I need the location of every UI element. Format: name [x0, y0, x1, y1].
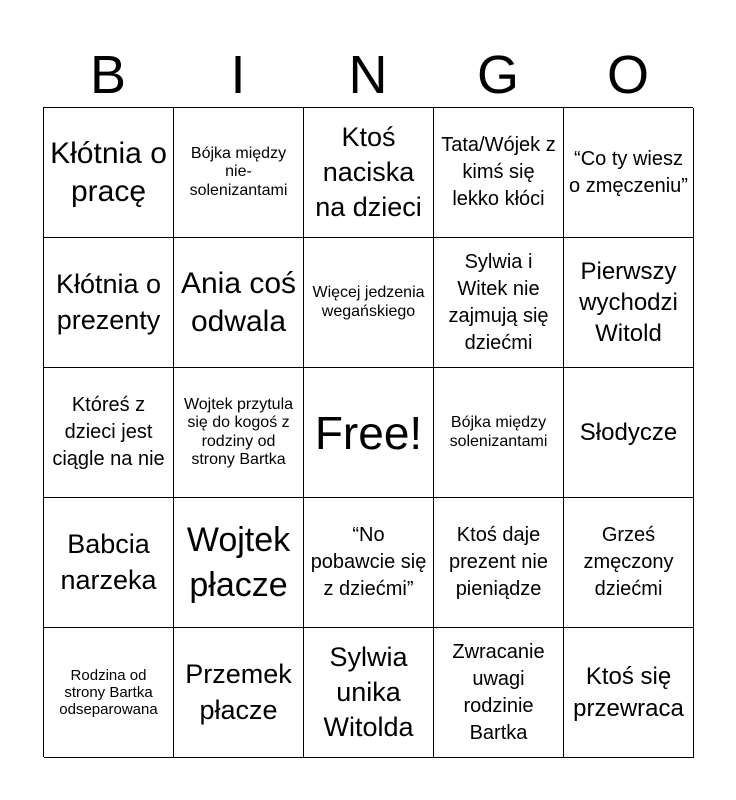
bingo-cell[interactable]: Wojtek przytula się do kogoś z rodziny od strony Bartka	[174, 368, 304, 498]
bingo-cell[interactable]: “Co ty wiesz o zmęczeniu”	[564, 108, 694, 238]
bingo-cell[interactable]: Sylwia unika Witolda	[304, 628, 434, 758]
bingo-cell[interactable]: Kłótnia o prezenty	[44, 238, 174, 368]
bingo-board	[43, 107, 693, 757]
bingo-cell[interactable]: Kłótnia o pracę	[44, 108, 174, 238]
bingo-cell[interactable]: Wojtek płacze	[174, 498, 304, 628]
header-letter-b: B	[89, 45, 127, 105]
bingo-cell[interactable]: Babcia narzeka	[44, 498, 174, 628]
bingo-cell[interactable]: Słodycze	[564, 368, 694, 498]
header-letter-i: I	[230, 45, 246, 105]
bingo-cell[interactable]: Tata/Wójek z kimś się lekko kłóci	[434, 108, 564, 238]
bingo-cell[interactable]: “No pobawcie się z dziećmi”	[304, 498, 434, 628]
bingo-cell[interactable]: Ania coś odwala	[174, 238, 304, 368]
bingo-cell[interactable]: Zwracanie uwagi rodzinie Bartka	[434, 628, 564, 758]
bingo-cell[interactable]: Przemek płacze	[174, 628, 304, 758]
free-cell[interactable]: Free!	[304, 368, 434, 498]
bingo-cell[interactable]: Ktoś daje prezent nie pieniądze	[434, 498, 564, 628]
bingo-header	[43, 44, 693, 106]
bingo-cell[interactable]: Bójka między nie-solenizantami	[174, 108, 304, 238]
bingo-cell[interactable]: Któreś z dzieci jest ciągle na nie	[44, 368, 174, 498]
bingo-cell[interactable]: Bójka między solenizantami	[434, 368, 564, 498]
header-letter-g: G	[476, 45, 519, 105]
bingo-cell[interactable]: Ktoś się przewraca	[564, 628, 694, 758]
bingo-cell[interactable]: Ktoś naciska na dzieci	[304, 108, 434, 238]
bingo-cell[interactable]: Więcej jedzenia wegańskiego	[304, 238, 434, 368]
bingo-cell[interactable]: Grześ zmęczony dziećmi	[564, 498, 694, 628]
bingo-cell[interactable]: Sylwia i Witek nie zajmują się dziećmi	[434, 238, 564, 368]
bingo-cell[interactable]: Rodzina od strony Bartka odseparowana	[44, 628, 174, 758]
bingo-cell[interactable]: Pierwszy wychodzi Witold	[564, 238, 694, 368]
header-letter-n: N	[348, 45, 388, 105]
header-letter-o: O	[606, 45, 649, 105]
